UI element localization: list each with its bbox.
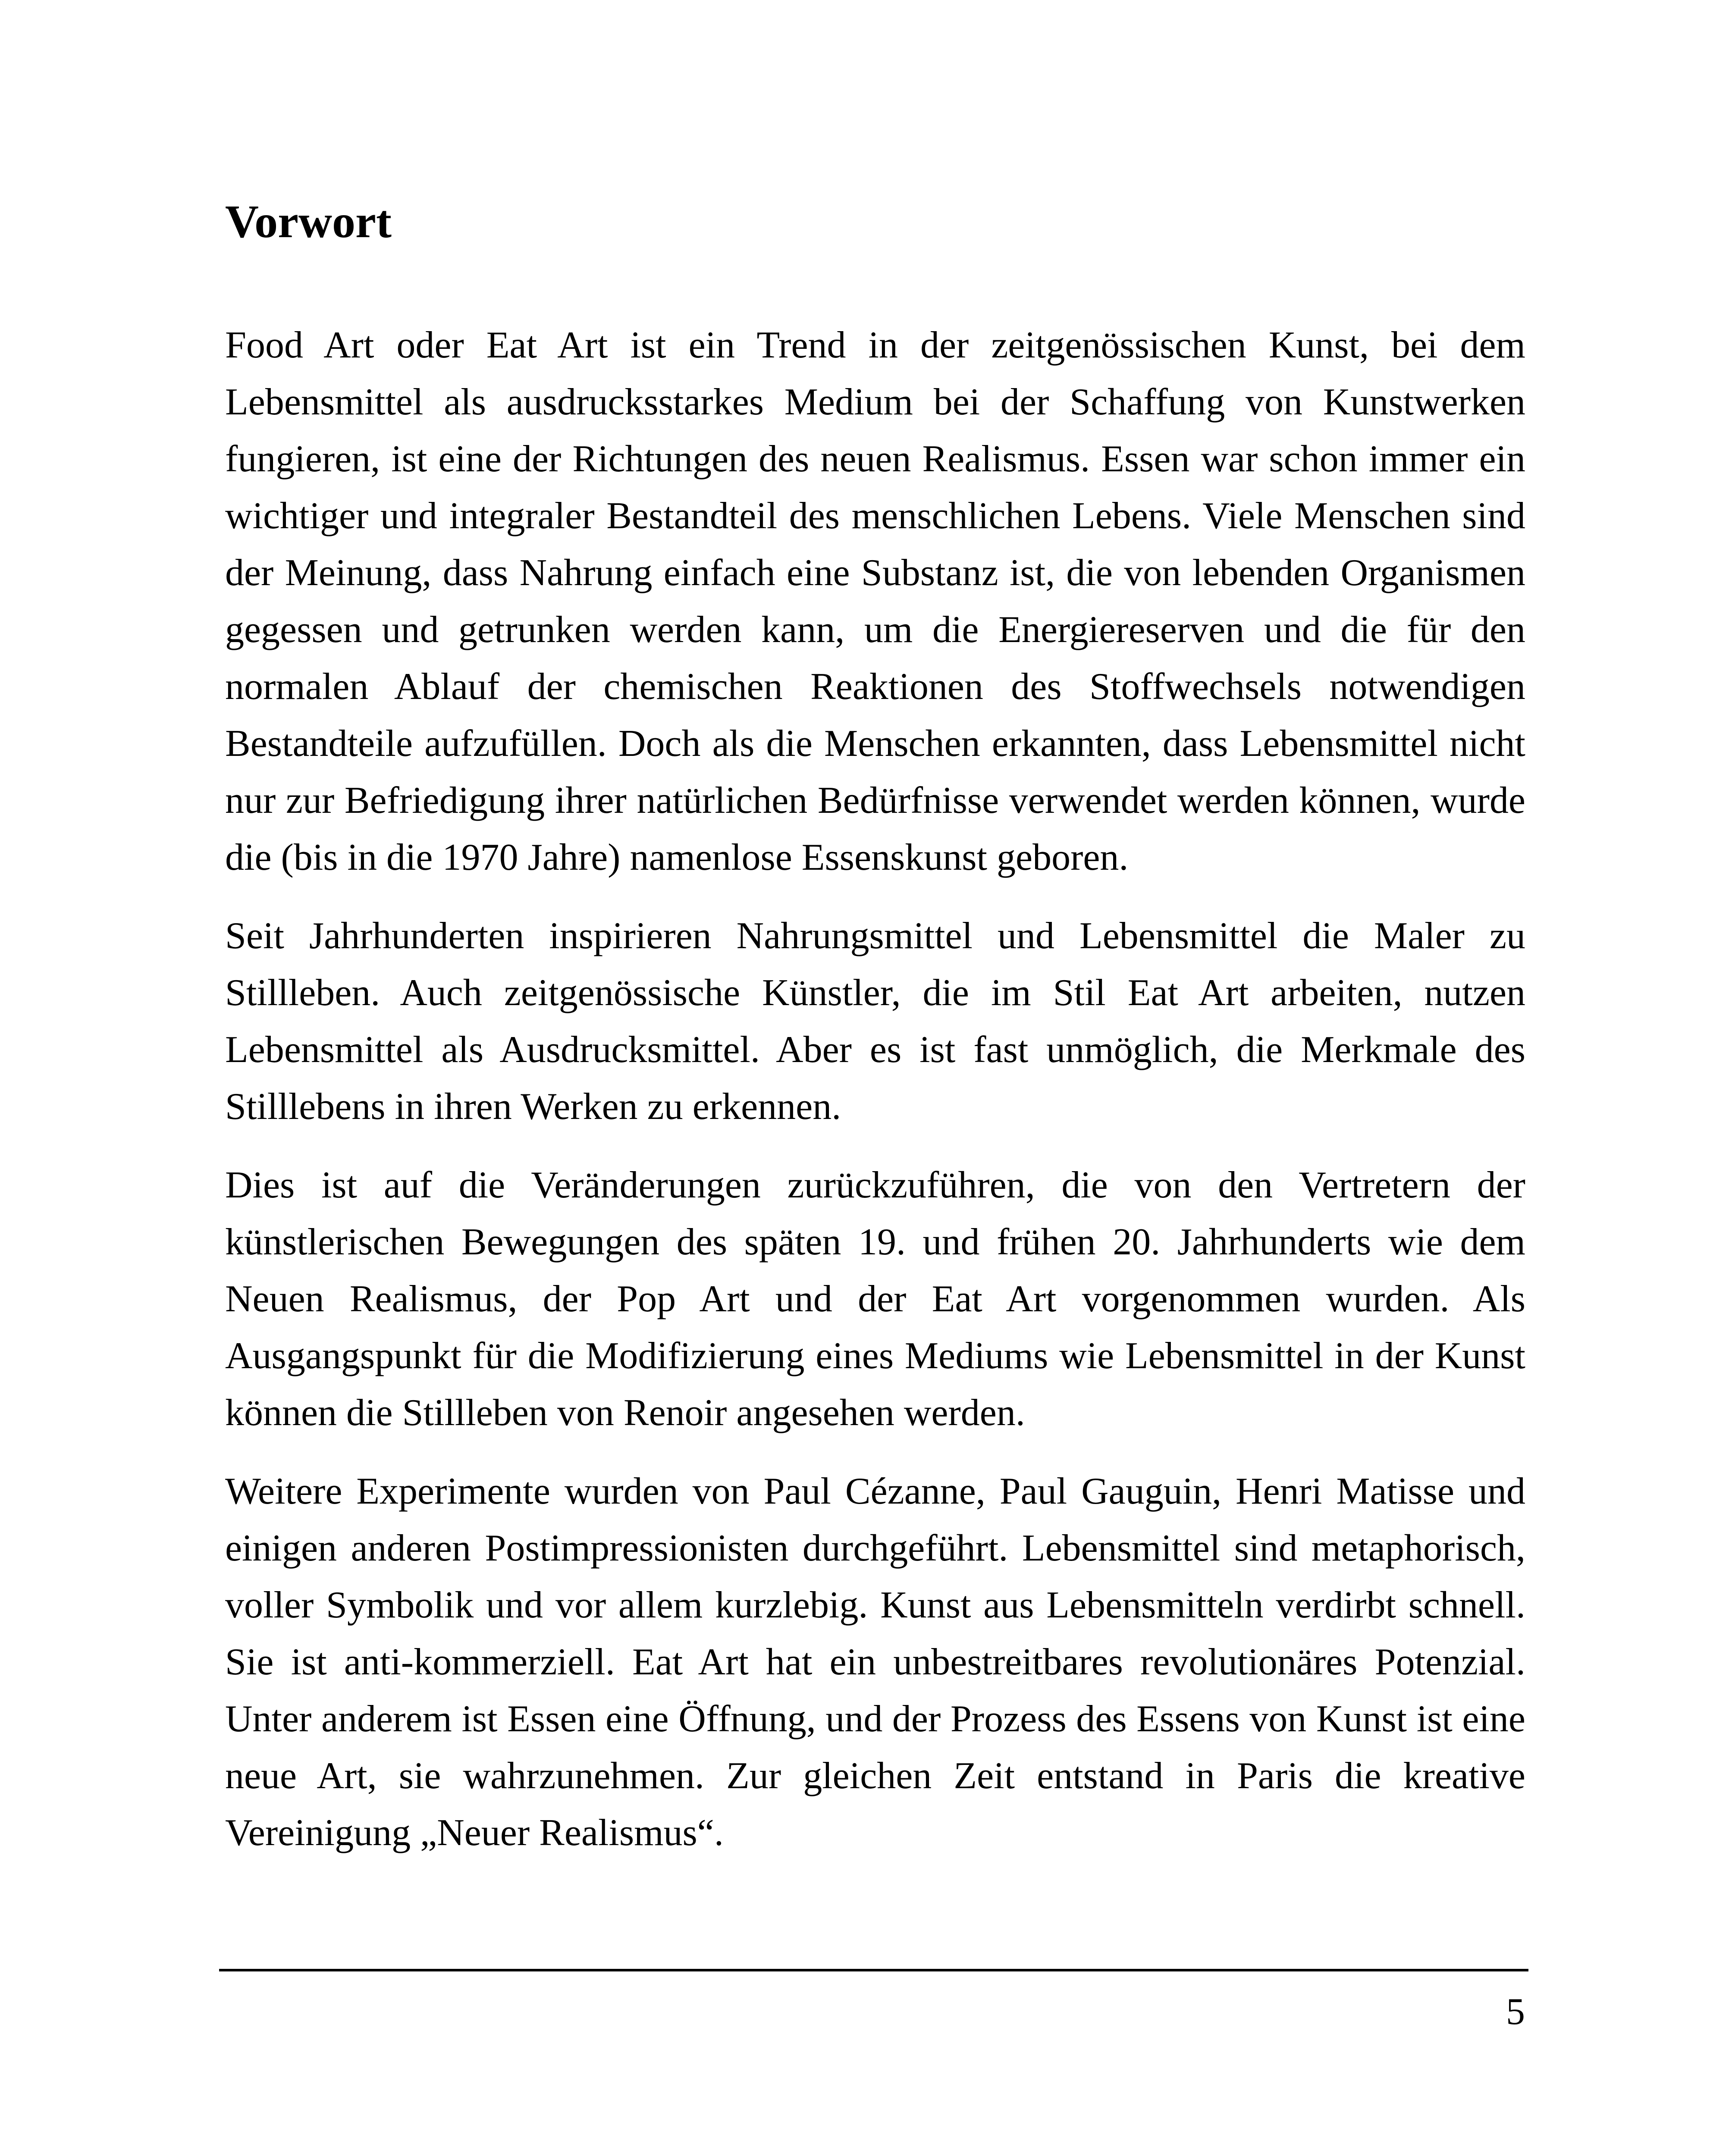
page-title: Vorwort [225,196,392,248]
footer-divider [219,1969,1528,1971]
paragraph-3: Dies ist auf die Veränderungen zurückzuführen, die von den Vertretern der künstlerischen Bewegungen des späten 19. und frühen 20. Jahrhunderts wie dem Neuen Realismus, der Pop Art und der Eat Art vorgenommen wurden. Als Ausgangspunkt für die Modifizierung eines Mediums wie Lebensmittel in der Kunst können die Stillleben von Renoir angesehen werden. [225,1164,1525,1434]
page-number: 5 [1506,1991,1525,2033]
paragraph-4: Weitere Experimente wurden von Paul Cézanne, Paul Gauguin, Henri Matisse und einigen anderen Postimpressionisten durchgeführt. Lebensmittel sind metaphorisch, voller Symbolik und vor allem kurzlebig. Kunst aus Lebensmitteln verdirbt schnell. Sie ist anti-kommerziell. Eat Art hat ein unbestreitbares revolutionäres Potenzial. Unter anderem ist Essen eine Öffnung, und der Prozess des Essens von Kunst ist eine neue Art, sie wahrzunehmen. Zur gleichen Zeit entstand in Paris die kreative Vereinigung „Neuer Realismus“. [225,1470,1525,1854]
paragraph-1: Food Art oder Eat Art ist ein Trend in der zeitgenössischen Kunst, bei dem Lebensmittel als ausdrucksstarkes Medium bei der Schaffung von Kunstwerken fungieren, ist eine der Richtungen des neuen Realismus. Essen war schon immer ein wichtiger und integraler Bestandteil des menschlichen Lebens. Viele Menschen sind der Meinung, dass Nahrung einfach eine Substanz ist, die von lebenden Organismen gegessen und getrunken werden kann, um die Energiereserven und die für den normalen Ablauf der chemischen Reaktionen des Stoffwechsels notwendigen Bestandteile aufzufüllen. Doch als die Menschen erkannten, dass Lebensmittel nicht nur zur Befriedigung ihrer natürlichen Bedürfnisse verwendet werden können, wurde die (bis in die 1970 Jahre) namenlose Essenskunst geboren. [225,324,1525,878]
paragraph-2: Seit Jahrhunderten inspirieren Nahrungsmittel und Lebensmittel die Maler zu Stillleben. Auch zeitgenössische Künstler, die im Stil Eat Art arbeiten, nutzen Lebensmittel als Ausdrucksmittel. Aber es ist fast unmöglich, die Merkmale des Stilllebens in ihren Werken zu erkennen. [225,915,1525,1128]
body-text [225,317,1525,1883]
